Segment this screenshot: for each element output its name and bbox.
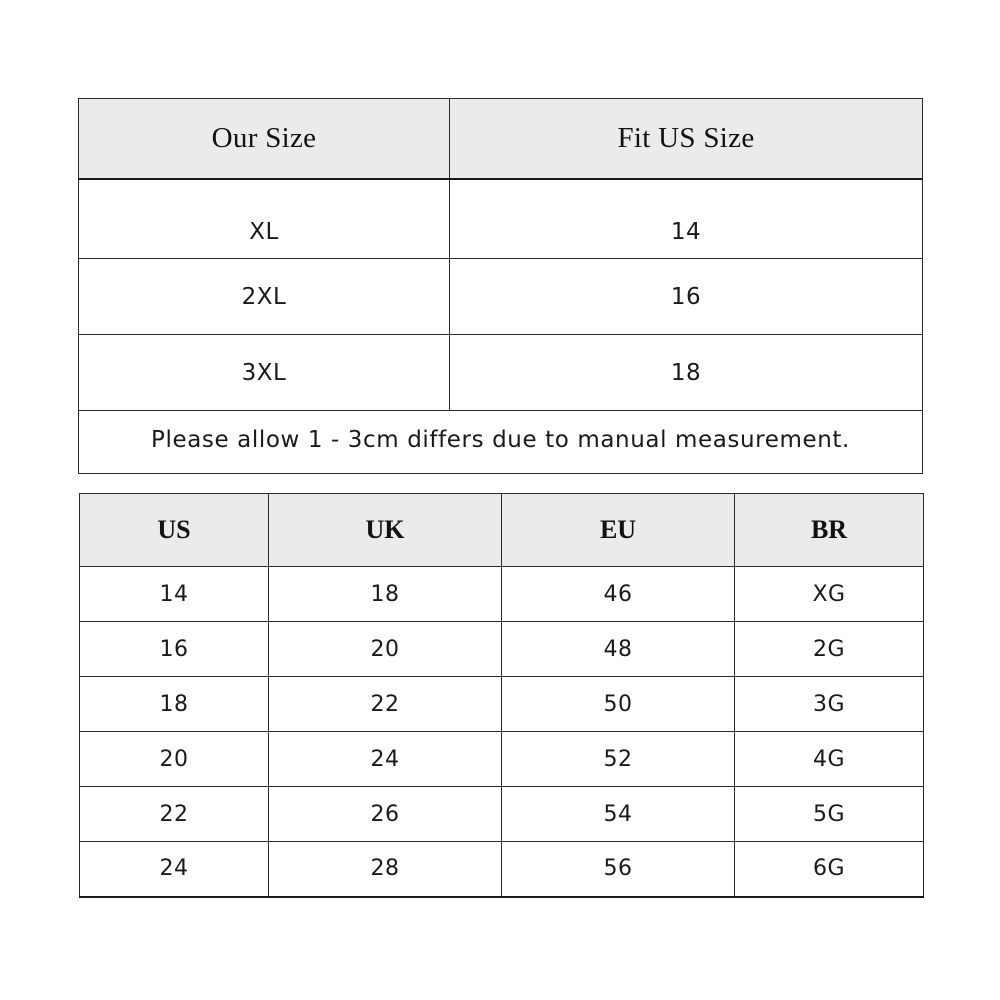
- table-row: [80, 787, 924, 842]
- eu-cell: 52: [502, 732, 735, 787]
- our-size-cell: XL: [79, 179, 450, 259]
- uk-cell: 26: [269, 787, 502, 842]
- uk-cell: 24: [269, 732, 502, 787]
- eu-cell: 48: [502, 622, 735, 677]
- fit-us-size-cell: 18: [450, 335, 923, 411]
- br-cell: 2G: [735, 622, 924, 677]
- conversion-header-row: [80, 494, 924, 567]
- br-cell: XG: [735, 567, 924, 622]
- header-br: BR: [735, 494, 924, 567]
- table-row: [80, 622, 924, 677]
- eu-cell: 50: [502, 677, 735, 732]
- eu-cell: 46: [502, 567, 735, 622]
- us-cell: 16: [80, 622, 269, 677]
- us-cell: 20: [80, 732, 269, 787]
- size-conversion-table: [79, 493, 924, 898]
- uk-cell: 18: [269, 567, 502, 622]
- our-size-cell: 3XL: [79, 335, 450, 411]
- us-cell: 14: [80, 567, 269, 622]
- table-row: [80, 567, 924, 622]
- fit-us-size-cell: 16: [450, 259, 923, 335]
- eu-cell: 54: [502, 787, 735, 842]
- header-uk: UK: [269, 494, 502, 567]
- measurement-note: Please allow 1 - 3cm differs due to manual measurement.: [79, 411, 923, 474]
- table-row: [80, 842, 924, 897]
- us-cell: 22: [80, 787, 269, 842]
- table-row: [80, 677, 924, 732]
- header-fit-us-size: Fit US Size: [450, 99, 923, 179]
- measurement-note-row: [79, 411, 923, 474]
- header-us: US: [80, 494, 269, 567]
- header-eu: EU: [502, 494, 735, 567]
- table-row: [79, 335, 923, 411]
- uk-cell: 28: [269, 842, 502, 897]
- header-our-size: Our Size: [79, 99, 450, 179]
- br-cell: 4G: [735, 732, 924, 787]
- size-fit-table: [78, 98, 923, 474]
- fit-us-size-cell: 14: [450, 179, 923, 259]
- br-cell: 6G: [735, 842, 924, 897]
- eu-cell: 56: [502, 842, 735, 897]
- table-row: [79, 179, 923, 259]
- table-row: [80, 732, 924, 787]
- br-cell: 5G: [735, 787, 924, 842]
- us-cell: 24: [80, 842, 269, 897]
- our-size-cell: 2XL: [79, 259, 450, 335]
- us-cell: 18: [80, 677, 269, 732]
- uk-cell: 20: [269, 622, 502, 677]
- table-row: [79, 259, 923, 335]
- uk-cell: 22: [269, 677, 502, 732]
- size-fit-header-row: [79, 99, 923, 179]
- br-cell: 3G: [735, 677, 924, 732]
